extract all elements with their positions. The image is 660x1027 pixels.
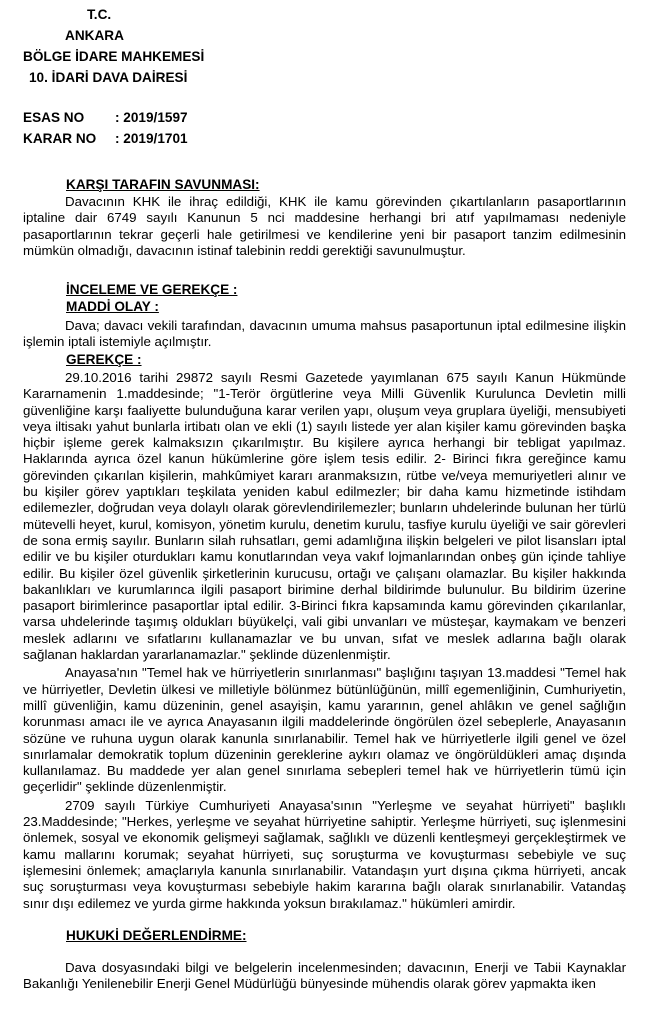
header-chamber: 10. İDARİ DAVA DAİRESİ [29,70,188,85]
section-text-maddi-olay [23,318,626,351]
karar-no-row [23,131,188,147]
paragraph: Davacının KHK ile ihraç edildiği, KHK ile kamu görevinden çıkartılanların pasaportlarının iptaline dair 6749 sayılı Kanunun 5 nci maddesine herhangi bri atıf yapılmaması nedeniyle pasaportlarının tekrar geçerli hale getirilmesi ve kendilerine yeni bir pasaport tanzim edilmesinin mümkün olmadığı, davacının istinaf talebinin reddi gerektiği savunulmuştur. [23,194,626,258]
section-title-hukuki: HUKUKİ DEĞERLENDİRME: [66,928,247,943]
paragraph: 2709 sayılı Türkiye Cumhuriyeti Anayasa'sının "Yerleşme ve seyahat hürriyeti" başlıklı 23.Maddesinde; "Herkes, yerleşme ve seyahat hürriyetine sahiptir. Yerleşme hürriyeti, suç işlenmesini önlemek, sosyal ve ekonomik gelişmeyi sağlamak, sağlıklı ve düzenli kentleşmeyi gerçekleştirmek ve kamu mallarını korumak; seyahat hürriyeti, suç soruşturma ve kovuşturması sebebiyle ve suç işlemesini önlemek; amaçlarıyla kanunla sınırlanabilir. Vatandaşın yurt dışına çıkma hürriyeti, ancak suç soruşturması veya kovuşturması sebebiyle hakim kararına bağlı olarak sınırlanabilir. Vatandaş sınır dışı edilemez ve yurda girme hakkında yoksun bırakılamaz." hükümleri amirdir. [23,797,626,911]
karar-no-label: KARAR NO [23,131,97,146]
section-title-maddi-olay: MADDİ OLAY : [66,299,159,314]
paragraph: Dava dosyasındaki bilgi ve belgelerin incelenmesinden; davacının, Enerji ve Tabii Kaynaklar Bakanlığı Yenilenebilir Enerji Genel Müdürlüğü bünyesinde mühendis olarak görev yapmakta iken [23,960,626,992]
paragraph: Dava; davacı vekili tarafından, davacının umuma mahsus pasaportunun iptal edilmesine ilişkin işlemin iptali istemiyle açılmıştır. [23,318,626,350]
section-title-karsi-taraf: KARŞI TARAFIN SAVUNMASI: [66,177,260,192]
esas-no-value: : 2019/1597 [115,110,188,125]
header-city: ANKARA [65,28,124,43]
section-title-inceleme: İNCELEME VE GEREKÇE : [66,282,238,297]
paragraph: Anayasa'nın "Temel hak ve hürriyetlerin sınırlanması" başlığını taşıyan 13.maddesi "Temel hak ve hürriyetler, Devletin ülkesi ve milletiyle bölünmez bütünlüğünün, millî egemenliğinin, Cumhuriyetin, millî güvenliğin, kamu düzeninin, genel asayişin, kamu yararının, genel ahlâkın ve genel sağlığın korunması amacı ile ve ayrıca Anayasanın ilgili maddelerinde öngörülen özel sebeplerle, Anayasanın sözüne ve ruhuna uygun olarak kanunla sınırlanabilir. Temel hak ve hürriyetlerle ilgili genel ve özel sınırlamalar demokratik toplum düzeninin gereklerine aykırı olamaz ve öngörüldükleri amaç dışında kullanılamaz. Bu maddede yer alan genel sınırlama sebepleri temel hak ve hürriyetlerin tümü için geçerlidir" şeklinde düzenlenmiştir. [23,665,626,795]
section-title-gerekce: GEREKÇE : [66,352,142,367]
esas-no-row [23,110,188,126]
esas-no-label: ESAS NO [23,110,85,125]
section-text-hukuki [23,960,626,993]
header-court: BÖLGE İDARE MAHKEMESİ [23,49,205,64]
paragraph: 29.10.2016 tarihi 29872 sayılı Resmi Gazetede yayımlanan 675 sayılı Kanun Hükmünde Kararnamenin 1.maddesinde; "1-Terör örgütlerine veya Milli Güvenlik Kurulunca Devletin milli güvenliğine karşı faaliyette bulunduğuna karar verilen yapı, oluşum veya gruplara üyeliği, mensubiyeti veya iltisakı yahut bunlarla irtibatı olan ve ekli (1) sayılı listede yer alan kişiler kamu görevinden başka hiçbir işleme gerek kalmaksızın çıkarılmıştır. Bu kişilere ayrıca herhangi bir tebligat yapılmaz. Haklarında ayrıca özel kanun hükümlerine göre işlem tesis edilir. 2- Birinci fıkra gereğince kamu görevinden çıkarılan kişilerin, mahkûmiyet kararı aranmaksızın, rütbe ve/veya memuriyetleri alınır ve bu kişiler görev yaptıkları teşkilata yeniden kabul edilmezler; bir daha kamu hizmetinde istihdam edilemezler, doğrudan veya dolaylı olarak görevlendirilemezler; bunların uhdelerinde bulunan her türlü mütevelli heyet, kurul, komisyon, yönetim kurulu, denetim kurulu, tasfiye kurulu üyeliği ve sair görevleri de sona ermiş sayılır. Bunların silah ruhsatları, gemi adamlığına ilişkin belgeleri ve pilot lisansları iptal edilir ve bu kişiler oturdukları kamu konutlarından veya vakıf lojmanlarından onbeş gün içinde tahliye edilir. Bu kişiler özel güvenlik şirketlerinin kurucusu, ortağı ve çalışanı olamazlar. Bu kişiler hakkında bakanlıkları ve kurumlarınca ilgili pasaport birimine derhal bildirimde bulunulur. Bu bildirim üzerine pasaport birimlerince pasaportlar iptal edilir. 3-Birinci fıkra kapsamında kamu görevinden çıkarılanlar, varsa uhdelerinde taşımış oldukları büyükelçi, vali gibi unvanları ve müsteşar, kaymakam ve benzeri meslek adlarını ve sıfatlarını kullanamazlar ve bu unvan, sıfat ve meslek adlarına bağlı olarak sağlanan haklardan yararlanamazlar." şeklinde düzenlenmiştir. [23,370,626,663]
karar-no-value: : 2019/1701 [115,131,188,146]
header-tc: T.C. [87,7,112,22]
section-text-karsi-taraf [23,194,626,259]
section-text-gerekce [23,370,626,912]
